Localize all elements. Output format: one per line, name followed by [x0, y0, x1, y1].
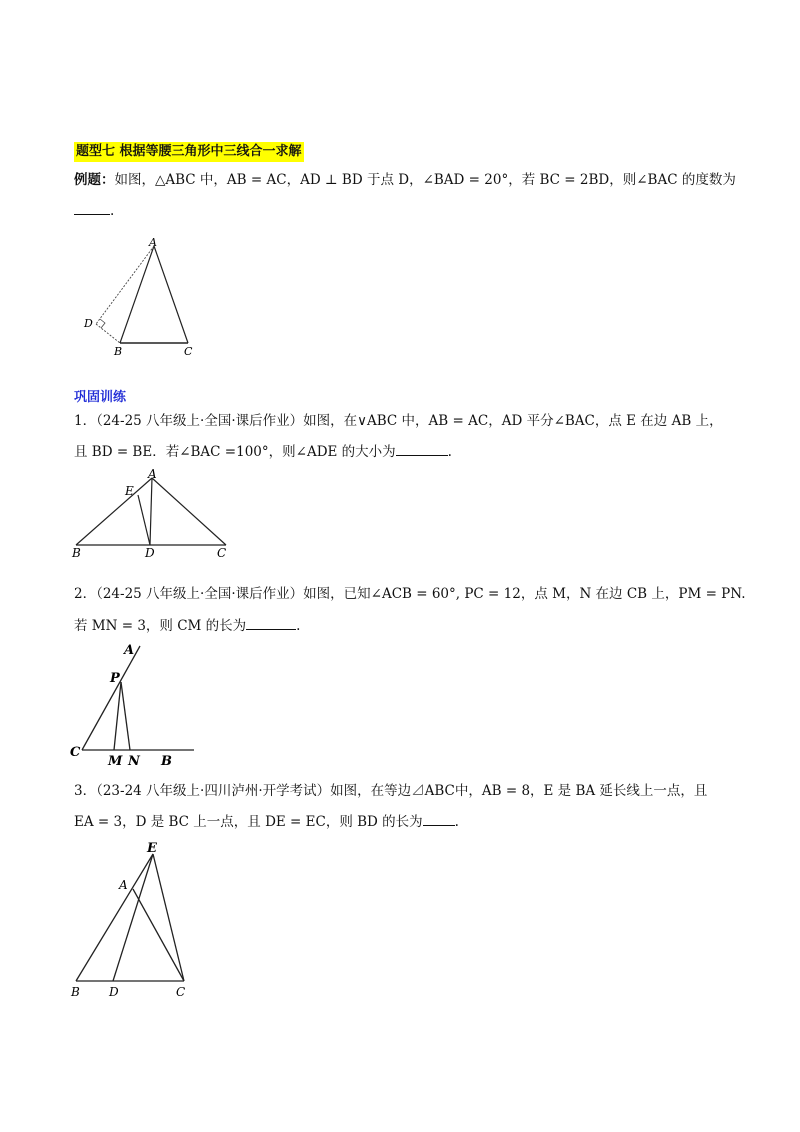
- answer-blank[interactable]: [246, 615, 296, 630]
- label-p: P: [110, 671, 120, 686]
- segment-ec: [153, 854, 184, 981]
- label-b: B: [71, 985, 80, 999]
- label-c: C: [70, 745, 81, 760]
- segment-ab: [120, 246, 154, 343]
- problem-1-line-1: [74, 411, 723, 431]
- label-c: C: [217, 546, 227, 560]
- segment-ad: [96, 246, 154, 324]
- segment-db: [96, 324, 120, 343]
- answer-blank[interactable]: [74, 200, 110, 215]
- problem-3-line-1: [74, 781, 707, 801]
- label-b: B: [72, 546, 81, 560]
- example-text: 如图，△ABC 中，AB = AC，AD ⊥ BD 于点 D，∠BAD = 20°，若 BC = 2BD，则∠BAC 的度数为: [114, 172, 736, 188]
- segment-pn: [121, 682, 130, 750]
- right-angle-mark: [100, 319, 105, 328]
- problem-text: 若 MN = 3，则 CM 的长为: [74, 618, 247, 634]
- problem-text: （24-25 八年级上·全国·课后作业）如图，已知∠ACB = 60°, PC = 12，点 M，N 在边 CB 上，PM = PN.: [96, 586, 746, 602]
- label-a: A: [119, 878, 128, 892]
- label-d: D: [145, 546, 155, 560]
- segment-ac: [133, 889, 184, 981]
- figure-1: [68, 468, 243, 560]
- figure-2: [66, 638, 201, 770]
- segment-ed: [113, 854, 153, 981]
- label-b: B: [114, 345, 123, 358]
- example-figure: [78, 234, 208, 360]
- label-e: E: [147, 841, 157, 856]
- label-b: B: [161, 754, 172, 769]
- label-c: C: [184, 345, 193, 358]
- period: .: [110, 203, 115, 219]
- problem-3-line-2: [74, 811, 459, 832]
- label-a: A: [149, 236, 157, 249]
- problem-number: 1．: [74, 413, 97, 429]
- label-d: D: [84, 317, 93, 330]
- label-a: A: [148, 468, 157, 481]
- segment-ac: [154, 246, 188, 343]
- label-n: N: [128, 754, 140, 769]
- problem-2-line-1: [74, 584, 746, 604]
- answer-blank[interactable]: [396, 441, 448, 456]
- segment-ad: [150, 478, 152, 545]
- figure-3: [66, 836, 201, 1004]
- label-a: A: [124, 643, 135, 658]
- label-c: C: [176, 985, 186, 999]
- label-e: E: [125, 484, 134, 498]
- segment-be: [76, 854, 153, 981]
- practice-title: 巩固训练: [74, 390, 127, 405]
- segment-ab: [76, 478, 152, 545]
- segment-de: [138, 495, 150, 545]
- problem-number: 2．: [74, 586, 97, 602]
- period: .: [296, 618, 301, 634]
- segment-ac: [152, 478, 226, 545]
- example-label: 例题：: [74, 172, 115, 188]
- ray-ca: [82, 646, 140, 750]
- example-answer-line: [74, 200, 114, 221]
- problem-text: EA = 3，D 是 BC 上一点，且 DE = EC，则 BD 的长为: [74, 814, 423, 830]
- problem-text: （23-24 八年级上·四川泸州·开学考试）如图，在等边⊿ABC中，AB = 8，E 是 BA 延长线上一点，且: [96, 783, 708, 799]
- period: .: [454, 814, 459, 830]
- example-question: [74, 170, 736, 190]
- segment-pm: [114, 682, 121, 750]
- label-m: M: [108, 754, 123, 769]
- problem-text: （24-25 八年级上·全国·课后作业）如图，在∨ABC 中，AB = AC，AD 平分∠BAC，点 E 在边 AB 上，: [96, 413, 723, 429]
- problem-number: 3．: [74, 783, 97, 799]
- problem-2-line-2: [74, 615, 300, 636]
- answer-blank[interactable]: [423, 811, 455, 826]
- label-d: D: [109, 985, 119, 999]
- problem-1-line-2: [74, 441, 452, 462]
- problem-text: 且 BD = BE．若∠BAC =100°，则∠ADE 的大小为: [74, 444, 396, 460]
- period: .: [447, 444, 452, 460]
- section-title: 题型七 根据等腰三角形中三线合一求解: [74, 142, 304, 162]
